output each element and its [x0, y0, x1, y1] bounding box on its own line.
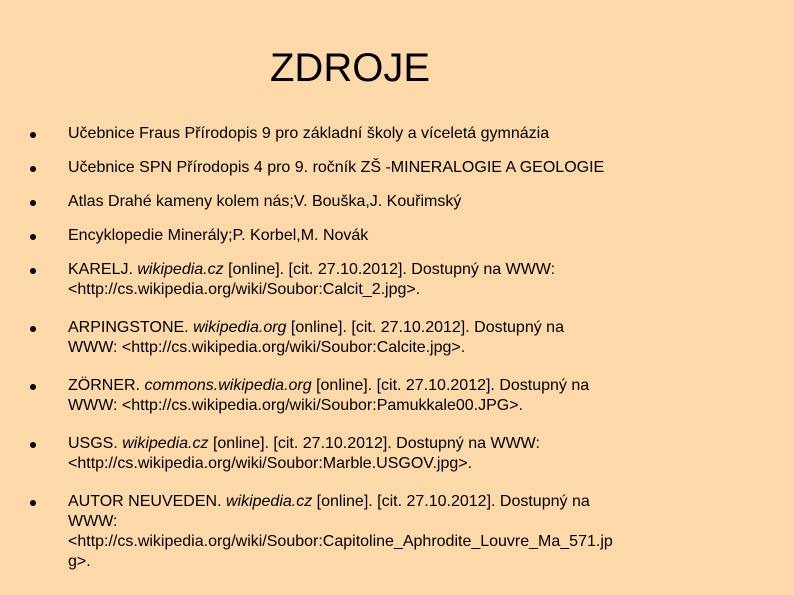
bullet-icon	[30, 200, 36, 206]
reference-list	[30, 124, 730, 590]
reference-line: AUTOR NEUVEDEN. wikipedia.cz [online]. [cit. 27.10.2012]. Dostupný na	[68, 493, 590, 510]
reference-line: Atlas Drahé kameny kolem nás;V. Bouška,J. Kouřimský	[68, 193, 462, 210]
reference-line: <http://cs.wikipedia.org/wiki/Soubor:Capitoline_Aphrodite_Louvre_Ma_571.jp	[68, 533, 613, 550]
bullet-icon	[30, 384, 36, 390]
reference-line: <http://cs.wikipedia.org/wiki/Soubor:Calcit_2.jpg>.	[68, 281, 421, 298]
reference-line: Učebnice SPN Přírodopis 4 pro 9. ročník ZŠ -MINERALOGIE A GEOLOGIE	[68, 159, 605, 176]
bullet-icon	[30, 500, 36, 506]
bullet-icon	[30, 268, 36, 274]
reference-line: Encyklopedie Minerály;P. Korbel,M. Novák	[68, 227, 369, 244]
reference-item	[30, 192, 730, 212]
reference-line: ZÖRNER. commons.wikipedia.org [online]. [cit. 27.10.2012]. Dostupný na	[68, 377, 590, 394]
reference-line: <http://cs.wikipedia.org/wiki/Soubor:Marble.USGOV.jpg>.	[68, 455, 473, 472]
bullet-icon	[30, 442, 36, 448]
reference-item	[30, 492, 730, 572]
reference-line: ARPINGSTONE. wikipedia.org [online]. [cit. 27.10.2012]. Dostupný na	[68, 319, 564, 336]
bullet-icon	[30, 326, 36, 332]
reference-line: g>.	[68, 553, 91, 570]
reference-line: USGS. wikipedia.cz [online]. [cit. 27.10.2012]. Dostupný na WWW:	[68, 435, 540, 452]
reference-item	[30, 318, 730, 358]
reference-item	[30, 434, 730, 474]
reference-item	[30, 260, 730, 300]
page-title: ZDROJE	[270, 46, 430, 90]
bullet-icon	[30, 132, 36, 138]
reference-line: WWW: <http://cs.wikipedia.org/wiki/Soubor:Calcite.jpg>.	[68, 339, 466, 356]
reference-line: KARELJ. wikipedia.cz [online]. [cit. 27.10.2012]. Dostupný na WWW:	[68, 261, 556, 278]
reference-line: WWW:	[68, 513, 118, 530]
reference-item	[30, 124, 730, 144]
reference-item	[30, 376, 730, 416]
reference-item	[30, 226, 730, 246]
bullet-icon	[30, 234, 36, 240]
bullet-icon	[30, 166, 36, 172]
reference-line: WWW: <http://cs.wikipedia.org/wiki/Soubor:Pamukkale00.JPG>.	[68, 397, 523, 414]
reference-line: Učebnice Fraus Přírodopis 9 pro základní školy a víceletá gymnázia	[68, 125, 550, 142]
reference-item	[30, 158, 730, 178]
